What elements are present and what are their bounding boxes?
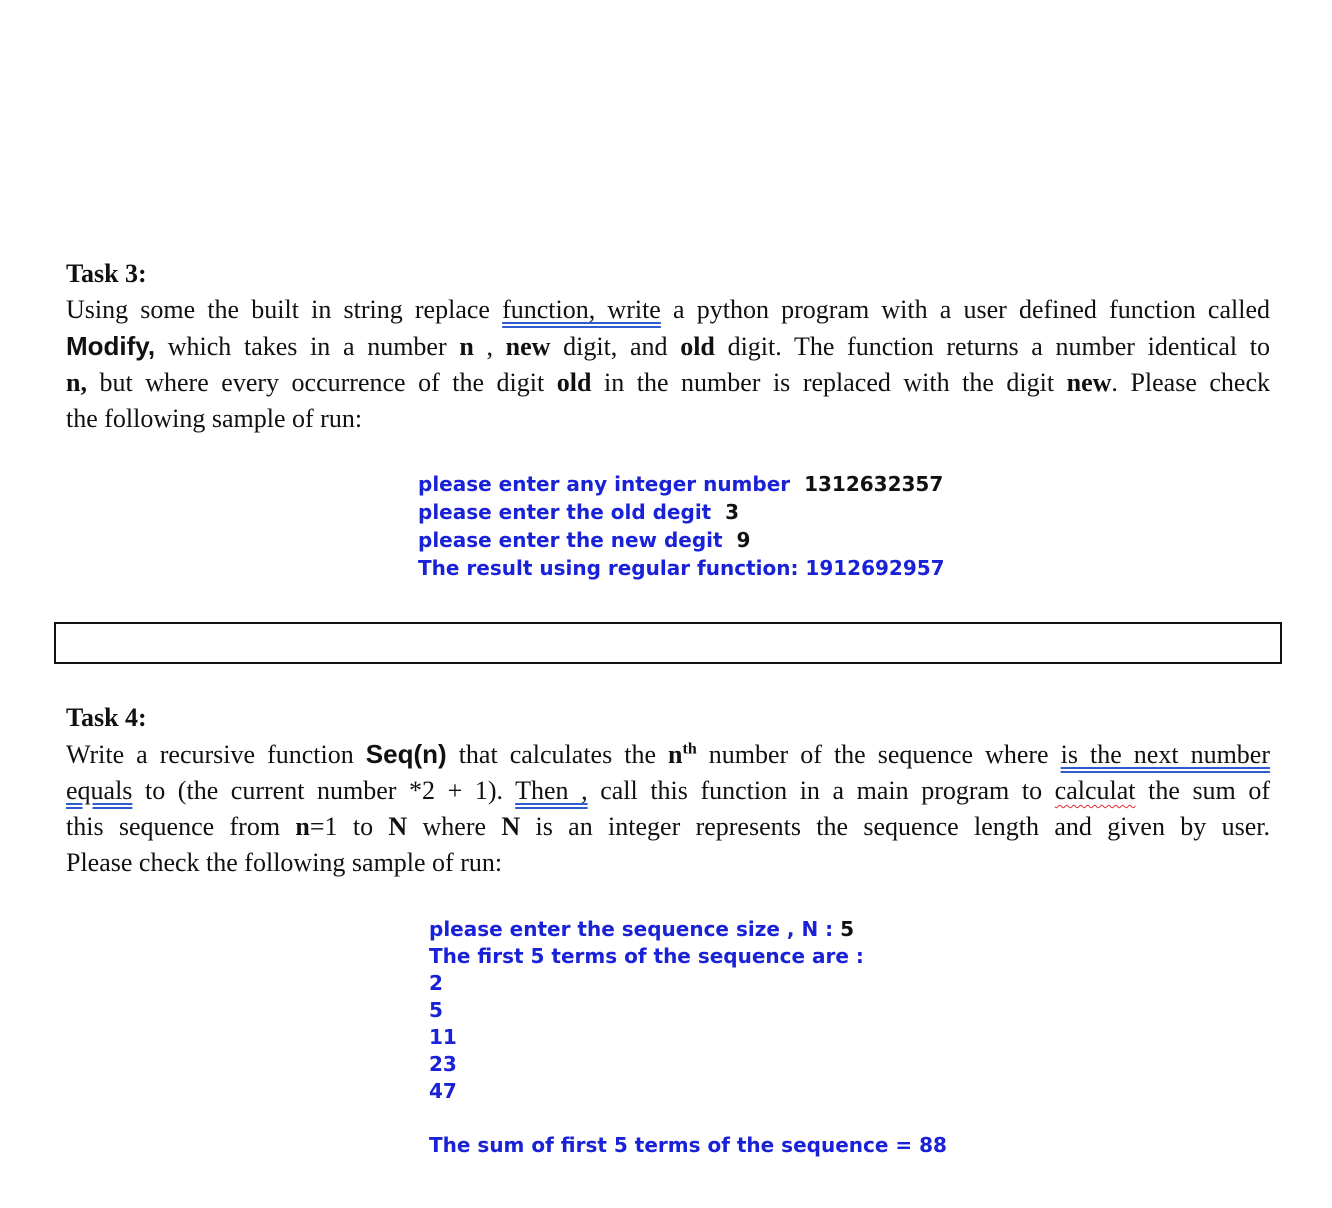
task4-title: Task 4:	[66, 703, 147, 732]
param-new: new	[1066, 368, 1112, 397]
task3-line-4: the following sample of run:	[66, 404, 363, 433]
task3-sample-run	[418, 470, 945, 582]
task4-text: this sequence from	[66, 812, 296, 841]
task3-text: . Please check	[1111, 368, 1271, 397]
param-old: old	[680, 332, 715, 361]
task3-line-2	[66, 328, 1270, 365]
param-new: new	[505, 332, 551, 361]
task3-text: in the number is replaced with the digit	[591, 368, 1067, 397]
task4-section	[66, 700, 1270, 881]
task4-misspelled-text: calculat	[1054, 776, 1136, 805]
task3-text: ,	[473, 332, 506, 361]
prompt-label: please enter the old degit	[418, 500, 712, 524]
task4-text: to (the current number *2 + 1).	[132, 776, 516, 805]
task4-text: =1 to	[309, 812, 389, 841]
function-name-modify: Modify,	[66, 331, 156, 361]
sample-sum: The sum of first 5 terms of the sequence = 88	[429, 1133, 947, 1157]
param-n: n	[459, 332, 474, 361]
sample-header: The first 5 terms of the sequence are :	[429, 944, 864, 968]
param-old: old	[556, 368, 592, 397]
task4-line-2	[66, 773, 1270, 809]
task3-line-1	[66, 292, 1270, 328]
task3-text: digit, and	[550, 332, 681, 361]
sample-row	[418, 526, 945, 554]
sequence-term: 5	[429, 998, 443, 1022]
param-n: n	[295, 812, 310, 841]
prompt-label: please enter the sequence size , N :	[429, 917, 834, 941]
prompt-value: 3	[725, 500, 740, 524]
prompt-value: 5	[840, 917, 855, 941]
task3-text: Using some the built in string replace	[66, 295, 503, 324]
task4-text: call this function in a main program to	[587, 776, 1055, 805]
answer-box[interactable]	[54, 622, 1282, 664]
task4-text: where	[407, 812, 502, 841]
task3-text: but where every occurrence of the digit	[86, 368, 557, 397]
task3-text: digit. The function returns a number identical to	[714, 332, 1271, 361]
sample-row	[418, 470, 945, 498]
prompt-label: please enter the new degit	[418, 528, 723, 552]
sequence-term: 47	[429, 1079, 457, 1103]
task4-text: is an integer represents the sequence length and given by user.	[520, 812, 1271, 841]
function-name-seq: Seq(n)	[365, 739, 447, 769]
sample-row	[418, 498, 945, 526]
task4-underlined-text: Then ,	[515, 776, 588, 805]
sample-row	[429, 916, 947, 943]
superscript-th: th	[682, 740, 697, 758]
task4-text: number of the sequence where	[696, 740, 1061, 769]
param-N: N	[501, 812, 521, 841]
param-n: n	[668, 740, 683, 769]
task4-sample-run	[429, 916, 947, 1159]
param-n: n,	[66, 368, 87, 397]
task4-underlined-text: is the next number	[1060, 740, 1271, 769]
task4-text: the sum of	[1135, 776, 1271, 805]
task4-line-1	[66, 736, 1270, 773]
task4-text: Write a recursive function	[66, 740, 366, 769]
task4-line-3	[66, 809, 1270, 845]
sequence-term: 11	[429, 1025, 457, 1049]
sequence-term: 23	[429, 1052, 457, 1076]
task3-description	[66, 292, 1270, 437]
task4-underlined-text: equals	[66, 776, 133, 805]
prompt-value: 1312632357	[804, 472, 944, 496]
task4-text: that calculates the	[446, 740, 669, 769]
task3-title: Task 3:	[66, 259, 147, 288]
task4-line-4: Please check the following sample of run:	[66, 848, 503, 877]
prompt-label: please enter any integer number	[418, 472, 791, 496]
sequence-term: 2	[429, 971, 443, 995]
param-N: N	[388, 812, 408, 841]
task3-section	[66, 256, 1270, 437]
task3-underlined-text: function, write	[502, 295, 661, 324]
sample-result: The result using regular function: 1912692957	[418, 556, 945, 580]
task3-text: which takes in a number	[155, 332, 460, 361]
task3-line-3	[66, 365, 1270, 401]
task4-description	[66, 736, 1270, 881]
prompt-value: 9	[736, 528, 751, 552]
task3-text: a python program with a user defined function called	[660, 295, 1270, 324]
